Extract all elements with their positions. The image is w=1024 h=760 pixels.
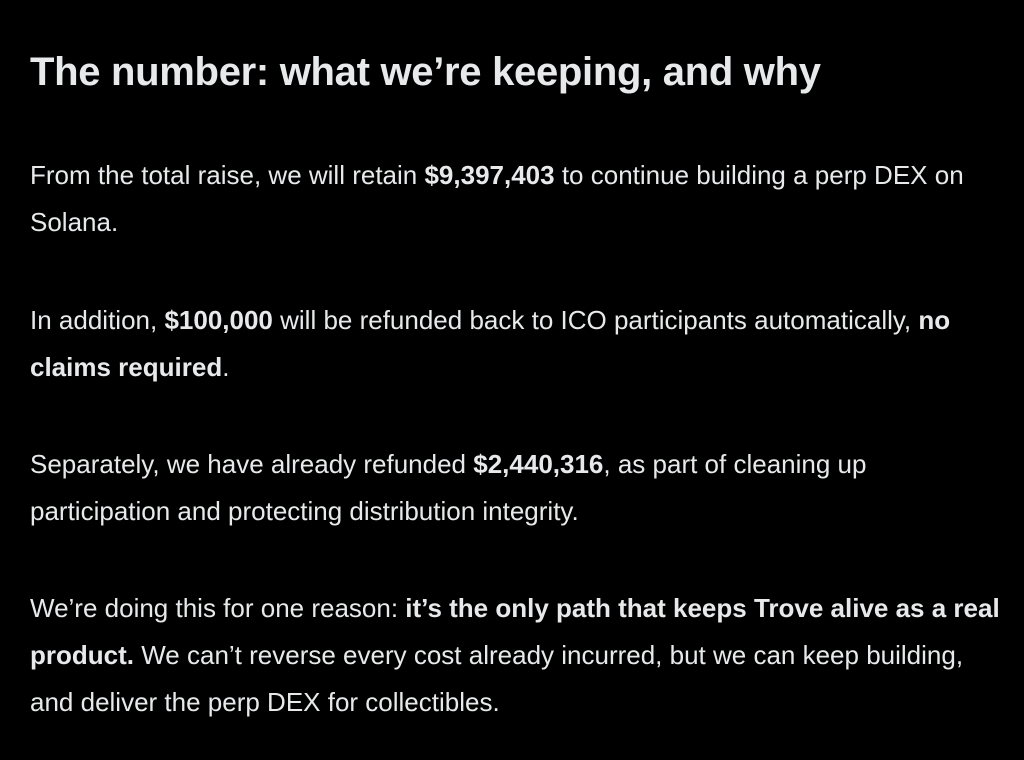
paragraph-reason — [30, 585, 1010, 726]
retained-amount: $9,397,403 — [424, 160, 555, 190]
section-heading: The number: what we’re keeping, and why — [30, 50, 821, 94]
paragraph-already-refunded — [30, 441, 1010, 535]
paragraph-text: From the total raise, we will retain — [30, 160, 425, 190]
paragraph-text: will be refunded back to ICO participants automatically, — [272, 305, 919, 335]
paragraph-refund — [30, 297, 1010, 391]
paragraph-text: We’re doing this for one reason: — [30, 593, 406, 623]
no-claims-emphasis: no claims required — [30, 305, 951, 382]
paragraph-text: . — [222, 352, 230, 382]
paragraph-text: We can’t reverse every cost already incurred, but we can keep building, and deliver the perp DEX for collectibles. — [30, 640, 964, 717]
paragraph-text: In addition, — [30, 305, 165, 335]
paragraph-text: , as part of cleaning up participation and protecting distribution integrity. — [30, 449, 867, 526]
paragraph-retained-amount — [30, 152, 1010, 246]
paragraph-text: Separately, we have already refunded — [30, 449, 474, 479]
paragraph-text: to continue building a perp DEX on Solana. — [30, 160, 964, 237]
refund-amount: $100,000 — [164, 305, 273, 335]
reason-emphasis: it’s the only path that keeps Trove alive as a real product. — [30, 593, 1000, 670]
already-refunded-amount: $2,440,316 — [473, 449, 604, 479]
